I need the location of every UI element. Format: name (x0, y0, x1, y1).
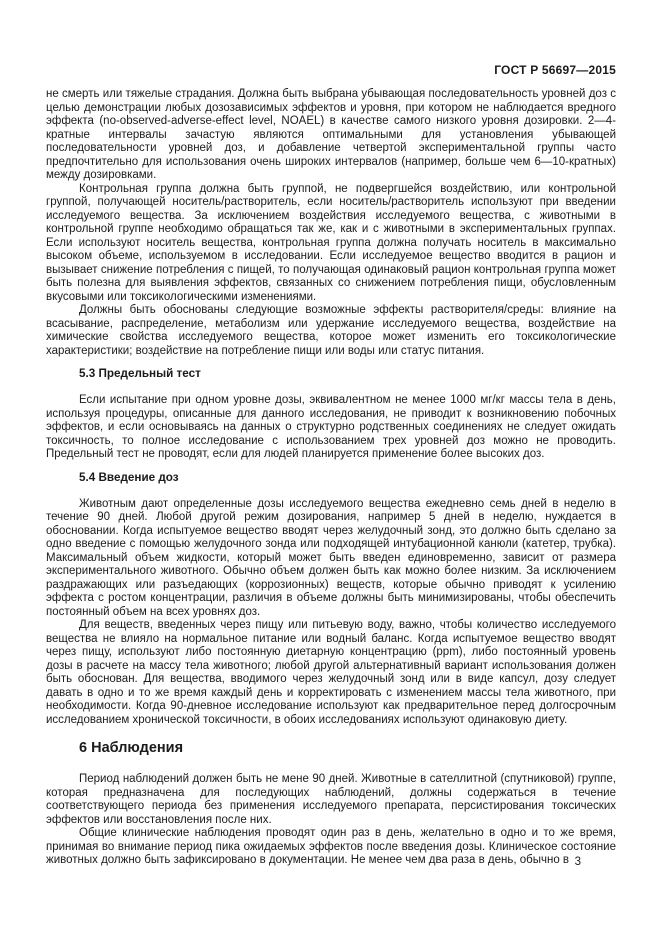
heading-5-3-limit-test: 5.3 Предельный тест (79, 367, 201, 380)
heading-5-4-dose-administration: 5.4 Введение доз (79, 470, 179, 484)
document-body (46, 88, 616, 868)
paragraph-dosing-regimen: Животным дают определенные дозы исследуемого вещества ежедневно семь дней в неделю в течение 90 дней. Любой другой режим дозирования, например 5 дней в неделю, нуждается в обосновании. Когда испытуемое вещество вводят через желудочный зонд, это должно быть сделано за одно введение с помощью желудочного зонда или подходящей интубационной канюли (катетер, трубка). Максимальный объем жидкости, который может быть введен единовременно, зависит от размера экспериментального животного. Обычно объем должен быть как можно более низким. За исключением раздражающих или разъедающих (коррозионных) веществ, которые обычно приводят к усилению эффекта с ростом концентрации, различия в объеме должны быть минимизированы, чтобы обеспечить постоянный объем на всех уровнях доз. (46, 497, 616, 618)
paragraph-control-group: Контрольная группа должна быть группой, не подвергшейся воздействию, или контрольной группой, получающей носитель/растворитель, если носитель/растворитель используют при введении исследуемого вещества. За исключением воздействия исследуемого вещества, с животными в контрольной группе необходимо обращаться так же, как и с животными в экспериментальных группах. Если используют носитель вещества, контрольная группа должна получать носитель в максимально высоком объеме, используемом в исследовании. Если исследуемое вещество вводится в рацион и вызывает снижение потребления с пищей, то получающая одинаковый рацион контрольная группа может быть полезна для выявления эффектов, связанных со снижением потребления пищи, обусловленным вкусовыми или токсикологическими изменениями. (46, 182, 616, 303)
paragraph-dose-levels-continuation: не смерть или тяжелые страдания. Должна быть выбрана убывающая последовательность уровней доз с целью демонстрации любых дозозависимых эффектов и уровня, при котором не наблюдается вредного эффекта (no-observed-adverse-effect level, NOAEL) в качестве самого низкого уровня дозировки. 2—4-кратные интервалы зачастую являются оптимальными для установления убывающей последовательности уровней доз, и добавление четвертой экспериментальной группы часто предпочтительно для использования очень широких интервалов (например, больше чем 6—10-кратных) между дозировками. (46, 88, 616, 181)
paragraph-limit-test: Если испытание при одном уровне дозы, эквивалентном не менее 1000 мг/кг массы тела в день, используя процедуры, описанные для данного исследования, не приводит к возникновению побочных эффектов, и если основываясь на данных о структурно родственных соединениях не следует ожидать токсичность, то полное исследование с использованием трех уровней доз можно не проводить. Предельный тест не проводят, если для людей планируется применение более высоких доз. (46, 394, 616, 460)
paragraph-observation-period: Период наблюдений должен быть не мене 90 дней. Животные в сателлитной (спутниковой) группе, которая предназначена для последующих наблюдений, должны содержаться в течение соответствующего периода без применения исследуемого препарата, персистирования токсических эффектов или восстановления после них. (46, 773, 616, 826)
running-header-standard-number: ГОСТ Р 56697—2015 (494, 63, 616, 77)
paragraph-food-water-substances: Для веществ, введенных через пищу или питьевую воду, важно, чтобы количество исследуемого вещества не влияло на нормальное питание или водный баланс. Когда испытуемое вещество вводят через пищу, используют либо постоянную диетарную концентрацию (ppm), либо постоянный уровень дозы в расчете на массу тела животного; любой другой альтернативный вариант использования должен быть обоснован. Для вещества, вводимого через желудочный зонд или в виде капсул, дозу следует давать в одно и то же время каждый день и корректировать с изменением массы тела животного, при необходимости. Когда 90-дневное исследование используют как предварительное перед долгосрочным исследованием хронической токсичности, в обоих исследованиях используют одинаковую диету. (46, 619, 616, 726)
paragraph-clinical-observations: Общие клинические наблюдения проводят один раз в день, желательно в одно и то же время, принимая во внимание период пика ожидаемых эффектов после введения дозы. Клиническое состояние животных должно быть зафиксировано в документации. Не менее чем два раза в день, обычно в (46, 827, 616, 866)
paragraph-solvent-effects: Должны быть обоснованы следующие возможные эффекты растворителя/среды: влияние на всасывание, распределение, метаболизм или удержание исследуемого вещества, воздействие на химические свойства исследуемого вещества, которое может изменить его токсикологические характеристики; воздействие на потребление пищи или воды или статус питания. (46, 304, 616, 357)
heading-6-observations: 6 Наблюдения (79, 740, 184, 756)
page-number: 3 (574, 856, 581, 868)
